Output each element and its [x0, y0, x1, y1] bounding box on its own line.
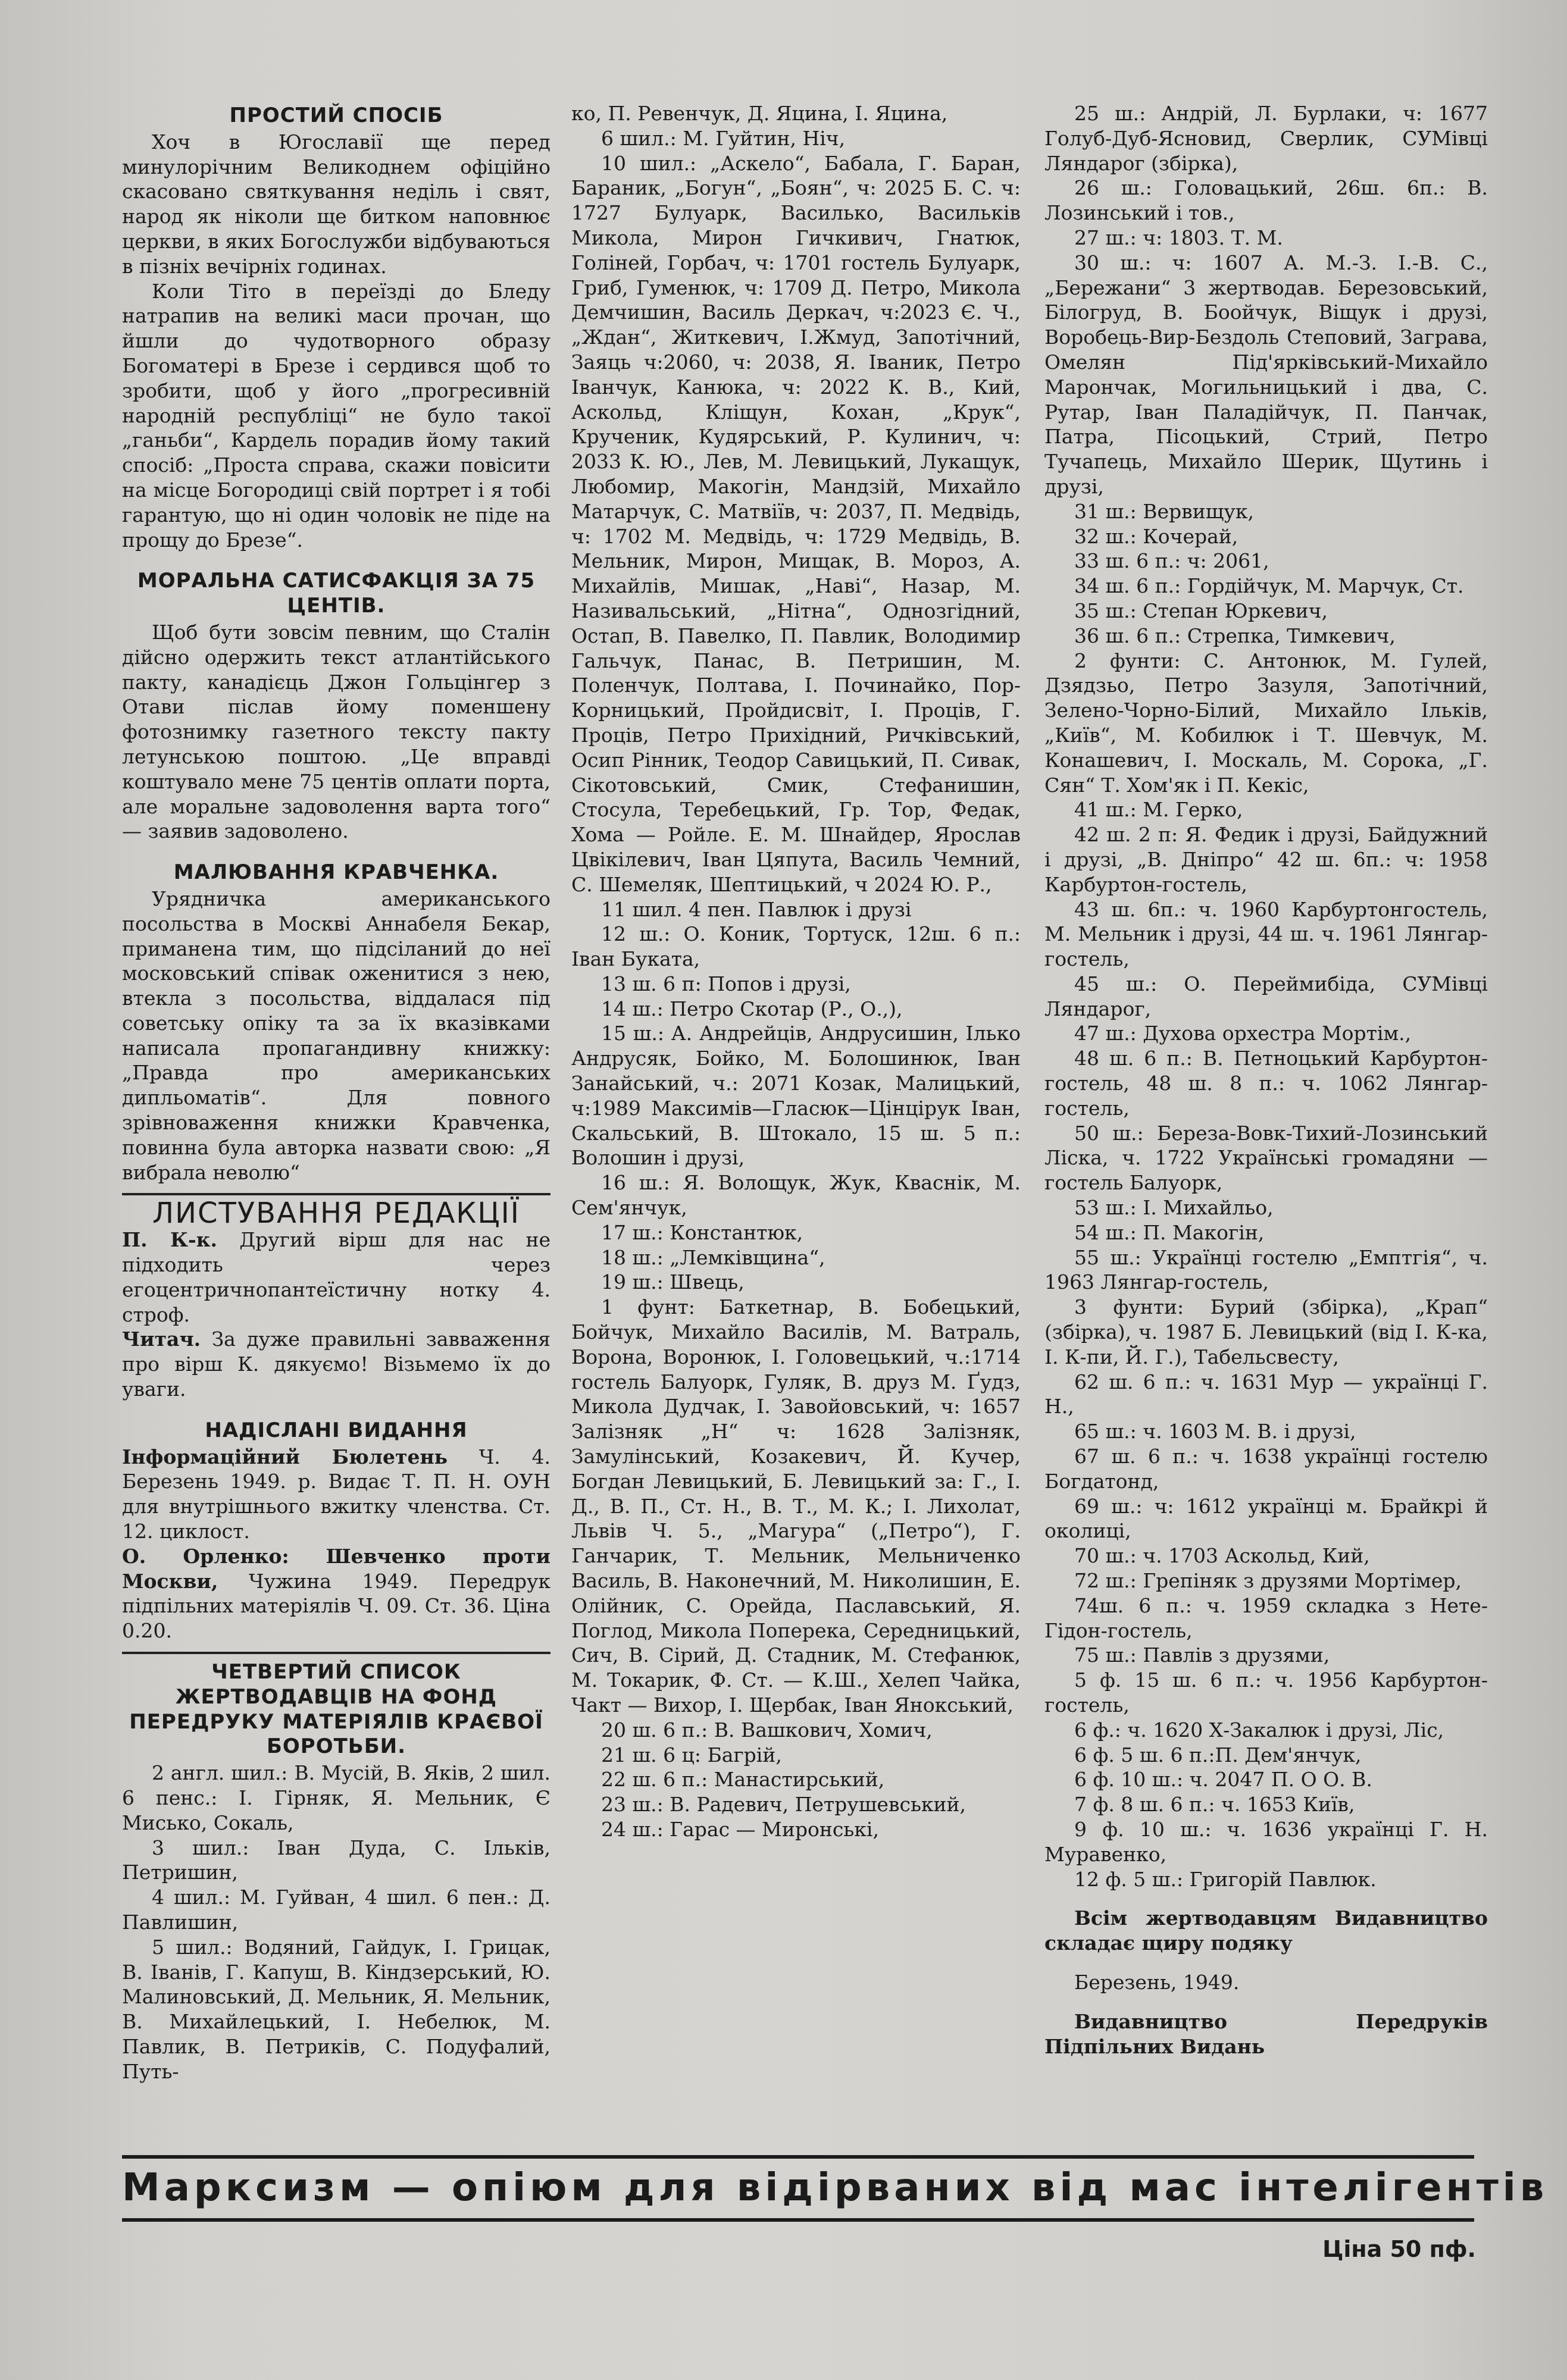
- donor-entry: 74ш. 6 п.: ч. 1959 складка з Нете-Гідон-гостель,: [1044, 1593, 1488, 1642]
- donor-entry: 1 фунт: Баткетнар, В. Бобецький, Бойчук, Михайло Василів, М. Ватраль, Ворона, Воронюк, І. Головецький, ч.:1714 гостель Балуорк, Гуляк, В. друз М. Ґудз, Микола Дудчак, І. Завойовський, ч: 1657 Залізняк „Н“ ч: 1628 Залізняк, Замулінський, Козакевич, Й. Кучер, Богдан Левицький, Б. Левицький за: Г., І. Д., В. П., Ст. Н., В. Т., М. К.; І. Лихолат, Львів Ч. 5., „Магура“ („Петро“), Г. Ганчарик, Т. Мельник, Мельниченко Василь, В. Наконечний, М. Николишин, Е. Олійник, С. Орейда, Паславський, Я. Поглод, Микола Поперека, Середницький, Сич, В. Сірий, Д. Стадник, М. Стефанюк, М. Токарик, Ф. Ст. — К.Ш., Хелеп Чайка, Чакт — Вихор, І. Щербак, Іван Янокський,: [571, 1295, 1021, 1717]
- donor-entry: 75 ш.: Павлів з друзями,: [1074, 1643, 1330, 1667]
- donor-entry: 21 ш. 6 ц: Багрій,: [601, 1743, 782, 1767]
- donor-entry: 42 ш. 2 п: Я. Федик і друзі, Байдужний і друзі, „В. Дніпро“ 42 ш. 6п.: ч: 1958 Карбуртон-гостель,: [1044, 823, 1488, 896]
- donor-entry: 36 ш. 6 п.: Стрепка, Тимкевич,: [1074, 624, 1396, 647]
- donor-entry: 11 шил. 4 пен. Павлюк і друзі: [601, 897, 912, 921]
- donor-entry: 30 ш.: ч: 1607 А. М.-З. І.-В. С., „Бережани“ 3 жертводав. Березовський, Білогруд, В. Боойчук, Віщук і друзі, Воробець-Вир-Бездоль Степовий, Заграва, Омелян Під'ярківський-Михайло Марончак, Могильницький і два, С. Рутар, Іван Паладійчук, П. Панчак, Патра, Пісоцький, Стрий, Петро Тучапець, Михайло Шерик, Щутинь і друзі,: [1044, 250, 1488, 498]
- heading-donor-list: ЧЕТВЕРТИЙ СПИСОК ЖЕРТВОДАВЦІВ НА ФОНД ПЕРЕДРУКУ МАТЕРІЯЛІВ КРАЄВОЇ БОРОТЬБИ.: [129, 1660, 543, 1759]
- donor-entry: 50 ш.: Береза-Вовк-Тихий-Лозинський Ліска, ч. 1722 Українські громадяни — гостель Балуорк,: [1044, 1121, 1488, 1195]
- donor-entry: 41 ш.: М. Герко,: [1074, 798, 1243, 822]
- heading-simple-way: ПРОСТИЙ СПОСІБ: [229, 104, 443, 127]
- donor-entry: 14 ш.: Петро Скотар (Р., О.,),: [601, 997, 903, 1020]
- donor-entry: 13 ш. 6 п: Попов і друзі,: [601, 972, 851, 995]
- donor-entry: 12 ф. 5 ш.: Григорій Павлюк.: [1074, 1867, 1377, 1891]
- footer-rule-bottom: [122, 2218, 1474, 2222]
- issue-date: Березень, 1949.: [1074, 1970, 1240, 1994]
- heading-moral-satisfaction: МОРАЛЬНА САТИСФАКЦІЯ ЗА 75 ЦЕНТІВ.: [137, 569, 536, 618]
- divider: [122, 1652, 551, 1654]
- footer-slogan: Марксизм — опіюм для відірваних від мас інтелігентів: [122, 2166, 1549, 2210]
- donor-entry: 19 ш.: Швець,: [601, 1270, 745, 1294]
- letter-text: Другий вірш для нас не підходить через егоцентричнопантеїстичну нотку 4. строф.: [122, 1228, 551, 1326]
- donor-entry: 26 ш.: Головацький, 26ш. 6п.: В. Лозинський і тов.,: [1044, 176, 1488, 225]
- publication-title: О. Орленко: Шевченко проти Москви,: [122, 1544, 551, 1593]
- donor-entry: ко, П. Ревенчук, Д. Яцина, І. Яцина,: [571, 102, 948, 125]
- donor-entry: 7 ф. 8 ш. 6 п.: ч. 1653 Київ,: [1074, 1793, 1355, 1817]
- donor-entry: 55 ш.: Українці гостелю „Емптгія“, ч. 1963 Лянгар-гостель,: [1044, 1245, 1488, 1294]
- divider: [122, 1193, 551, 1195]
- letter-entry: [122, 1227, 551, 1327]
- donor-entry: 35 ш.: Степан Юркевич,: [1074, 599, 1328, 622]
- letter-recipient: П. К-к.: [122, 1228, 218, 1252]
- paragraph: Урядничка американського посольства в Москві Аннабеля Бекар, приманена тим, що підсіланий до неї московський співак оженитися з нею, втекла з посольства, віддалася під советську опіку та за їх вказівками написала пропагандивну книжку: „Правда про американських дипльоматів“. Для повного зрівноваження книжки Кравченка, повинна була авторка назвати свою: „Я вибрала неволю“: [122, 887, 551, 1184]
- column-right: [1044, 101, 1488, 2059]
- donor-entry: 54 ш.: П. Макогін,: [1074, 1220, 1265, 1244]
- publication-title: Інформаційний Бюлетень: [122, 1445, 448, 1468]
- donor-entry: 6 шил.: М. Гуйтин, Ніч,: [601, 126, 846, 150]
- donor-entry: 15 ш.: А. Андрейців, Андрусишин, Ілько Андрусяк, Бойко, М. Болошинюк, Іван Занайський, ч.: 2071 Козак, Малицький, ч:1989 Максимів—Гласюк—Цінцірук Іван, Скальський, В. Штокало, 15 ш. 5 п.: Волошин і друзі,: [571, 1022, 1021, 1170]
- donor-entry: 34 ш. 6 п.: Гордійчук, М. Марчук, Ст.: [1074, 574, 1464, 598]
- heading-received-publications: НАДІСЛАНІ ВИДАННЯ: [205, 1418, 468, 1442]
- donor-entry: 53 ш.: І. Михайльо,: [1074, 1196, 1274, 1220]
- donor-entry: 6 ф. 10 ш.: ч. 2047 П. О О. В.: [1074, 1768, 1372, 1792]
- donor-entry: 2 фунти: С. Антонюк, М. Гулей, Дзядзьо, Петро Зазуля, Запотічний, Зелено-Чорно-Білий, Михайло Ільків, „Київ“, М. Кобилюк і Т. Шевчук, М. Конашевич, І. Москаль, М. Сорока, „Г. Сян“ Т. Хом'як і П. Кекіс,: [1044, 649, 1488, 797]
- donor-entry: 27 ш.: ч: 1803. Т. М.: [1074, 226, 1283, 249]
- publication-details: Ч. 4. Березень 1949. р. Видає Т. П. Н. ОУН для внутрішнього вжитку членства. Ст. 12. циклост.: [122, 1445, 551, 1543]
- donor-entry: 12 ш.: О. Коник, Тортуск, 12ш. 6 п.: Іван Буката,: [571, 922, 1021, 971]
- paragraph: Щоб бути зовсім певним, що Сталін дійсно одержить текст атлантійського пакту, канадієць Джон Гольцінгер з Отави післав йому поменшену фотознимку газетного тексту пакту летунською поштою. „Це вправді коштувало мене 75 центів оплати порта, але моральне задоволення варта того“ — заявив задоволено.: [122, 620, 551, 843]
- donor-entry: 3 фунти: Бурий (збірка), „Крап“ (збірка), ч. 1987 Б. Левицький (від І. К-ка, І. К-пи, Й. Г.), Табельсвесту,: [1044, 1295, 1488, 1368]
- donor-entry: 70 ш.: ч. 1703 Аскольд, Кий,: [1074, 1544, 1370, 1568]
- letter-entry: [122, 1327, 551, 1401]
- paragraph: Коли Тіто в переїзді до Бледу натрапив на великі маси прочан, що йшли до чудотворного образу Богоматері в Брезе і сердився щоб то зробити, щоб у його „прогресивній народній республіці“ не було такої „ганьби“, Кардель порадив йому такий спосіб: „Проста справа, скажи повісити на місце Богородиці свій портрет і я тобі гарантую, що ні один чоловік не піде на прощу до Брезе“.: [122, 279, 551, 552]
- letter-text: За дуже правильні завваження про вірш К. дякуємо! Візьмемо їх до уваги.: [122, 1327, 551, 1401]
- donor-entry: 45 ш.: О. Переймибіда, СУМівці Ляндарог,: [1044, 972, 1488, 1020]
- column-middle: [571, 101, 1021, 1842]
- donor-entry: 6 ф.: ч. 1620 Х-Закалюк і друзі, Ліс,: [1074, 1718, 1444, 1742]
- donor-entry: 24 ш.: Гарас — Миронські,: [601, 1817, 879, 1841]
- donor-entry: 33 ш. 6 п.: ч: 2061,: [1074, 549, 1269, 573]
- donor-entry: 67 ш. 6 п.: ч. 1638 українці гостелю Богдатонд,: [1044, 1445, 1488, 1493]
- donor-entry: 65 ш.: ч. 1603 М. В. і друзі,: [1074, 1420, 1356, 1443]
- donor-entry: 9 ф. 10 ш.: ч. 1636 українці Г. Н. Муравенко,: [1044, 1817, 1488, 1866]
- publisher-signature: Видавництво Передруків Підпільних Видань: [1044, 2009, 1488, 2058]
- publication-entry: [122, 1544, 551, 1643]
- donor-entry: 69 ш.: ч: 1612 українці м. Брайкрі й околиці,: [1044, 1494, 1488, 1543]
- letter-recipient: Читач.: [122, 1327, 201, 1351]
- donor-entry: 25 ш.: Андрій, Л. Бурлаки, ч: 1677 Голуб-Дуб-Ясновид, Сверлик, СУМівці Ляндарог (збірка),: [1044, 102, 1488, 175]
- donor-entry: 3 шил.: Іван Дуда, С. Ільків, Петришин,: [122, 1836, 551, 1884]
- paragraph: Хоч в Югославії ще перед минулорічним Великоднем офіційно скасовано святкування неділь і свят, народ як ніколи ще битком наповнює церкви, в яких Богослужби відбуваються в пізніх вечірніх годинах.: [122, 130, 551, 278]
- footer-rule-top: [122, 2155, 1474, 2159]
- publication-details: Чужина 1949. Передрук підпільних матеріялів Ч. 09. Ст. 36. Ціна 0.20.: [122, 1569, 551, 1643]
- thanks-note: Всім жертводавцям Видавництво складає щиру подяку: [1044, 1906, 1488, 1955]
- heading-editorial-letters: ЛИСТУВАННЯ РЕДАКЦІЇ: [152, 1197, 520, 1230]
- donor-entry: 5 ф. 15 ш. 6 п.: ч. 1956 Карбуртон-гостель,: [1044, 1668, 1488, 1717]
- price-label: Ціна 50 пф.: [1322, 2236, 1476, 2262]
- donor-entry: 5 шил.: Водяний, Гайдук, І. Грицак, В. Іванів, Г. Капуш, В. Кіндзерський, Ю. Малиновський, Д. Мельник, Я. Мельник, В. Михайлецький, І. Небелюк, М. Павлик, В. Петриків, С. Подуфалий, Путь-: [122, 1935, 551, 2083]
- donor-entry: 22 ш. 6 п.: Манастирський,: [601, 1768, 885, 1792]
- donor-entry: 48 ш. 6 п.: В. Петноцький Карбуртон-гостель, 48 ш. 8 п.: ч. 1062 Лянгар-гостель,: [1044, 1047, 1488, 1120]
- donor-entry: 10 шил.: „Аскело“, Бабала, Г. Баран, Бараник, „Богун“, „Боян“, ч: 2025 Б. С. ч: 1727 Булуарк, Василько, Васильків Микола, Мирон Гичкивич, Гнатюк, Голіней, Горбач, ч: 1701 гостель Булуарк, Гриб, Гуменюк, ч: 1709 Д. Петро, Микола Демчишин, Василь Деркач, ч:2023 Є. Ч., „Ждан“, Житкевич, І.Жмуд, Запотічний, Заяць ч:2060, ч: 2038, Я. Іваник, Петро Іванчук, Канюка, ч: 2022 К. В., Кий, Аскольд, Кліщун, Кохан, „Крук“, Крученик, Кудярський, Р. Кулинич, ч: 2033 К. Ю., Лев, М. Левицький, Лукащук, Любомир, Макогін, Мандзій, Михайло Матарчук, С. Матвіїв, ч: 2037, П. Медвідь, ч: 1702 М. Медвідь, ч: 1729 Медвідь, В. Мельник, Мирон, Мищак, В. Мороз, А. Михайлів, Мишак, „Наві“, Назар, М. Називальський, „Нітна“, Однозгідний, Остап, В. Павелко, П. Павлик, Володимир Гальчук, Панас, В. Петришин, М. Поленчук, Полтава, І. Починайко, Пор-Корницький, Пройдисвіт, І. Проців, Г. Проців, Петро Прихідний, Ричківський, Осип Рінник, Теодор Савицький, П. Сивак, Сікотовський, Смик, Стефанишин, Стосула, Теребецький, Гр. Тор, Федак, Хома — Ройле. Е. М. Шнайдер, Ярослав Цвікілевич, Іван Цяпута, Василь Чемний, С. Шемеляк, Шептицький, ч 2024 Ю. Р.,: [571, 151, 1021, 896]
- donor-entry: 6 ф. 5 ш. 6 п.:П. Дем'янчук,: [1074, 1743, 1362, 1767]
- donor-entry: 18 ш.: „Лемківщина“,: [601, 1245, 825, 1269]
- donor-entry: 4 шил.: М. Гуйван, 4 шил. 6 пен.: Д. Павлишин,: [122, 1886, 551, 1934]
- donor-entry: 43 ш. 6п.: ч. 1960 Карбуртонгостель, М. Мельник і друзі, 44 ш. ч. 1961 Лянгар-гостель,: [1044, 897, 1488, 971]
- column-left: [122, 101, 551, 2084]
- donor-entry: 32 ш.: Кочерай,: [1074, 524, 1238, 548]
- donor-entry: 72 ш.: Грепіняк з друзями Мортімер,: [1074, 1569, 1462, 1593]
- donor-entry: 23 ш.: В. Радевич, Петрушевський,: [601, 1793, 967, 1817]
- donor-entry: 16 ш.: Я. Волощук, Жук, Кваснік, М. Сем'янчук,: [571, 1171, 1021, 1220]
- publication-entry: [122, 1445, 551, 1544]
- donor-entry: 2 англ. шил.: В. Мусій, В. Яків, 2 шил. 6 пенс.: І. Гірняк, Я. Мельник, Є Мисько, Сокаль,: [122, 1761, 551, 1834]
- donor-entry: 17 ш.: Константюк,: [601, 1220, 803, 1244]
- donor-entry: 47 ш.: Духова орхестра Мортім.,: [1074, 1022, 1412, 1045]
- donor-entry: 20 ш. 6 п.: В. Вашкович, Хомич,: [601, 1718, 933, 1742]
- donor-entry: 62 ш. 6 п.: ч. 1631 Мур — українці Г. Н.,: [1044, 1370, 1488, 1418]
- donor-entry: 31 ш.: Вервищук,: [1074, 499, 1254, 523]
- heading-kravchenko: МАЛЮВАННЯ КРАВЧЕНКА.: [173, 860, 499, 885]
